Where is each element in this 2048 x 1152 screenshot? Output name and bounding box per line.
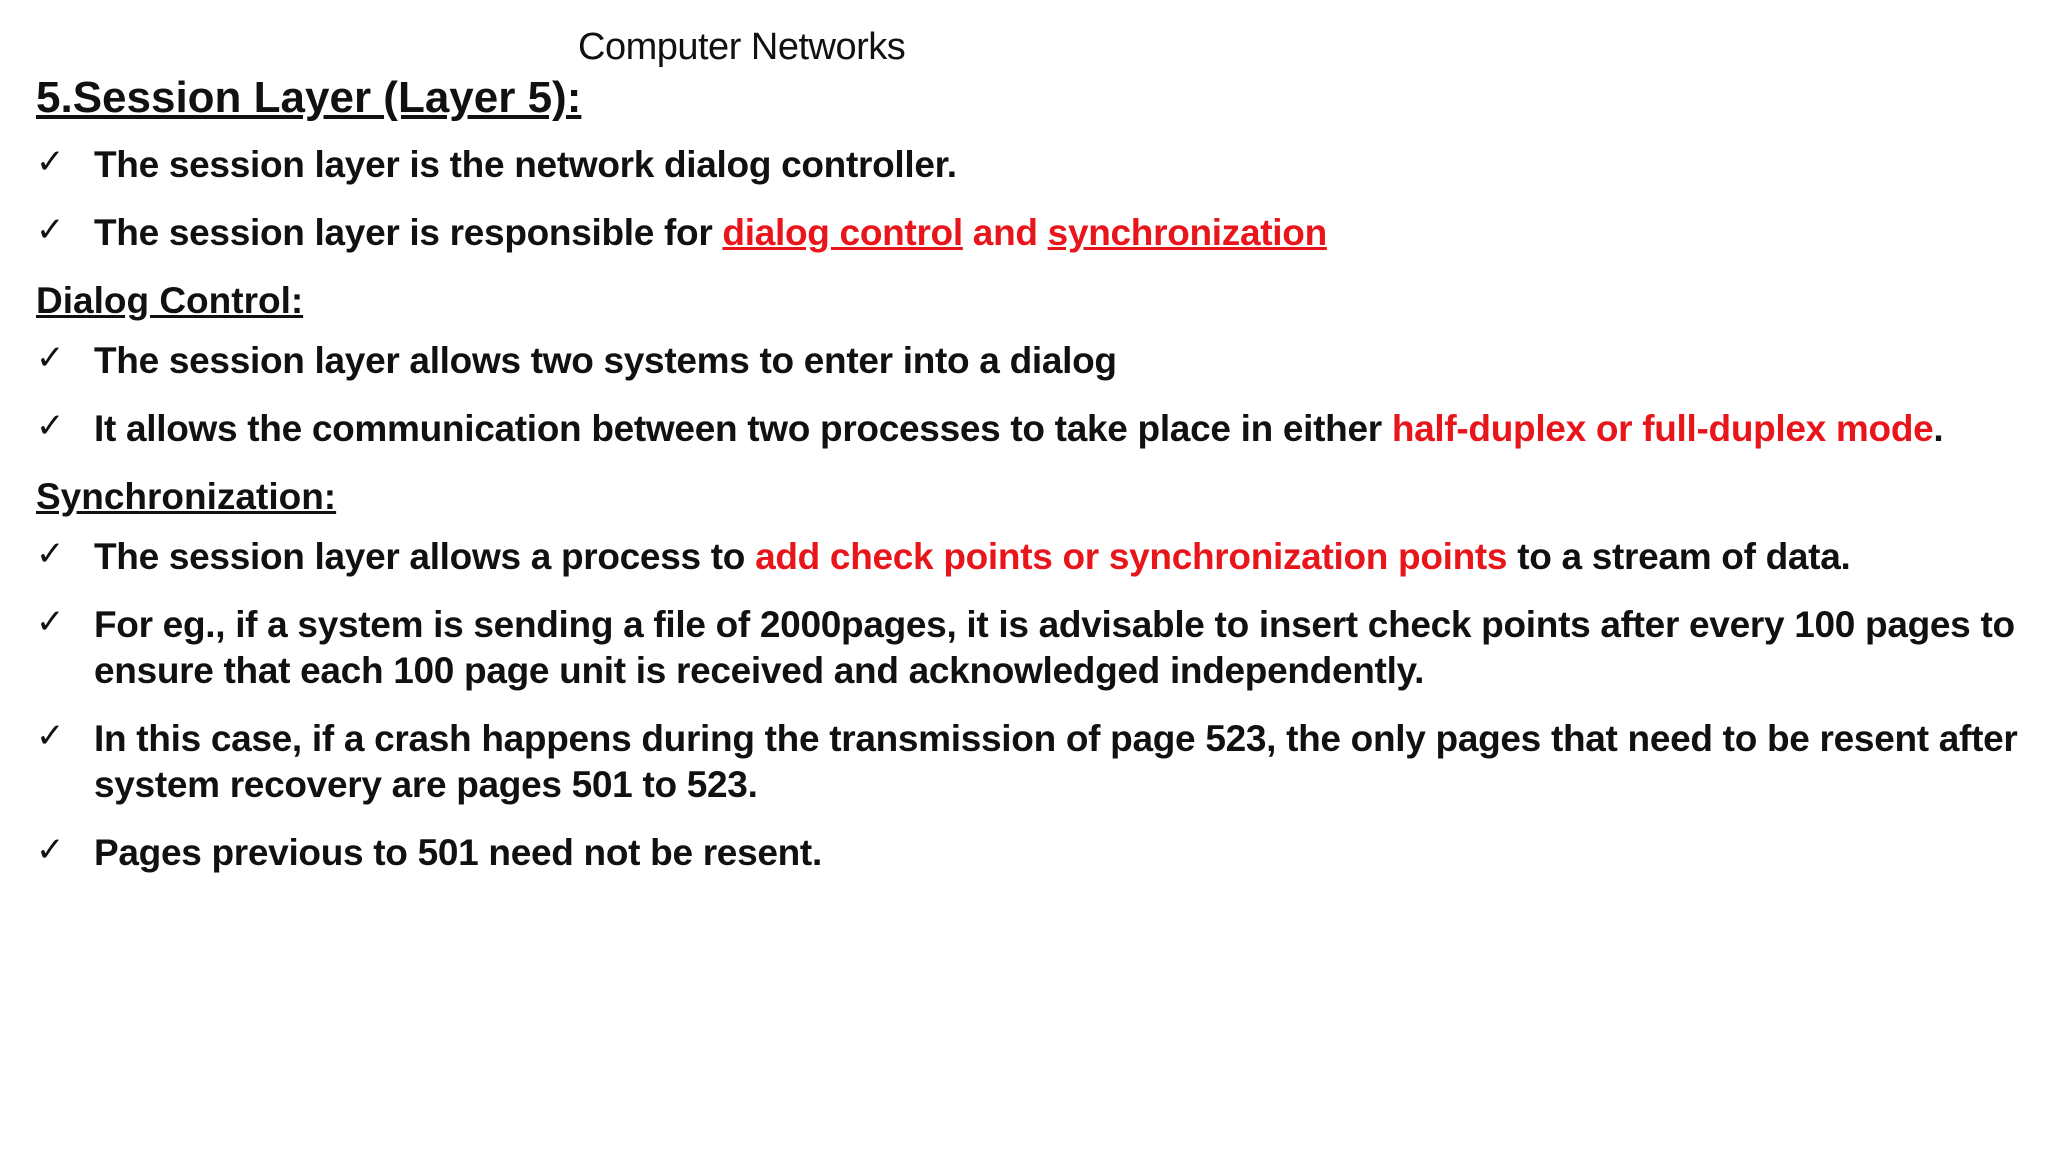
bullet-text-segment: The session layer allows two systems to enter into a dialog xyxy=(94,340,1117,381)
slide-header: Computer Networks xyxy=(578,26,906,68)
bullet-intro-2 xyxy=(36,210,2026,256)
highlight-dialog-control: dialog control xyxy=(722,212,963,253)
bullet-text xyxy=(94,602,2026,694)
bullet-sync-4 xyxy=(36,830,2026,876)
checkmark-icon: ✓ xyxy=(36,407,65,445)
bullet-sync-3 xyxy=(36,716,2026,808)
checkmark-icon: ✓ xyxy=(36,535,65,573)
highlight-check-points: add check points or synchronization points xyxy=(755,536,1508,577)
bullet-text-segment: The session layer is responsible for xyxy=(94,212,723,253)
slide-title: 5.Session Layer (Layer 5): xyxy=(36,73,582,122)
heading-synchronization: Synchronization: xyxy=(36,476,337,517)
checkmark-icon: ✓ xyxy=(36,831,65,869)
heading-dialog-control: Dialog Control: xyxy=(36,280,304,321)
checkmark-icon: ✓ xyxy=(36,603,65,641)
highlight-and: and xyxy=(962,212,1048,253)
bullet-sync-2 xyxy=(36,602,2026,694)
bullet-dialog-1 xyxy=(36,338,2026,384)
bullet-text xyxy=(94,210,2026,256)
bullet-text-segment: In this case, if a crash happens during the transmission of page 523, the only pages that need to be resent after system recovery are pages 501 to 523. xyxy=(94,718,2018,805)
bullet-text xyxy=(94,142,2026,188)
bullet-text-segment: to a stream of data. xyxy=(1507,536,1851,577)
checkmark-icon: ✓ xyxy=(36,143,65,181)
bullet-intro-1 xyxy=(36,142,2026,188)
bullet-text xyxy=(94,338,2026,384)
checkmark-icon: ✓ xyxy=(36,211,65,249)
bullet-text-segment: . xyxy=(1933,408,1944,449)
bullet-text-segment: The session layer allows a process to xyxy=(94,536,756,577)
bullet-text xyxy=(94,406,2026,452)
checkmark-icon: ✓ xyxy=(36,339,65,377)
bullet-text-segment: Pages previous to 501 need not be resent. xyxy=(94,832,822,873)
bullet-text xyxy=(94,716,2026,808)
bullet-text-segment: It allows the communication between two processes to take place in either xyxy=(94,408,1392,449)
bullet-text-segment: The session layer is the network dialog controller. xyxy=(94,144,957,185)
slide-content xyxy=(36,72,2026,898)
bullet-dialog-2 xyxy=(36,406,2026,452)
bullet-text-segment: For eg., if a system is sending a file of 2000pages, it is advisable to insert check points after every 100 pages to ensure that each 100 page unit is received and acknowledged independently. xyxy=(94,604,2015,691)
bullet-text xyxy=(94,534,2026,580)
highlight-duplex-mode: half-duplex or full-duplex mode xyxy=(1391,408,1934,449)
bullet-sync-1 xyxy=(36,534,2026,580)
bullet-text xyxy=(94,830,2026,876)
highlight-synchronization: synchronization xyxy=(1047,212,1327,253)
checkmark-icon: ✓ xyxy=(36,717,65,755)
